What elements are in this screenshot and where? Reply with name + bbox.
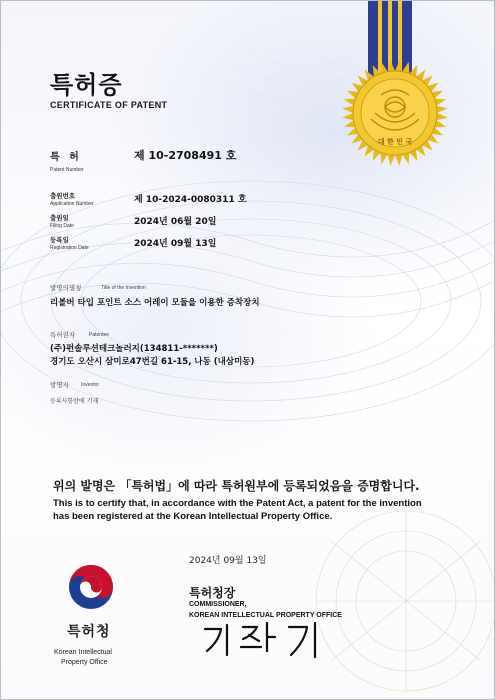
kipo-name-ko: 특허청: [67, 624, 111, 640]
patent-number-label: 특 허: [50, 152, 82, 163]
commissioner-signature-icon: [197, 617, 327, 661]
declaration-en-line1: This is to certify that, in accordance with the Patent Act, a patent for the invention: [53, 498, 422, 509]
application-number-label: 출원번호: [50, 192, 76, 200]
patent-number-value: 제 10-2708491 호: [134, 149, 237, 162]
commissioner-title-ko: 특허청장: [189, 586, 236, 600]
filing-date-value: 2024년 06월 20일: [134, 217, 217, 227]
kipo-taegeuk-logo-icon: [63, 559, 119, 615]
patentee-name: (주)펀솔루션테크놀러지(134811-*******): [50, 344, 218, 354]
declaration-ko: 위의 발명은 「특허법」에 따라 특허원부에 등록되었음을 증명합니다.: [53, 479, 420, 493]
seal-text: 대 한 민 국: [377, 138, 413, 146]
patentee-label: 특허권자: [50, 331, 76, 339]
invention-title-label-en: Title of the Invention: [101, 285, 146, 291]
registration-date-label: 등록일: [50, 236, 69, 244]
declaration-en-line2: has been registered at the Korean Intellectual Property Office.: [53, 511, 333, 522]
filing-date-label: 출원일: [50, 214, 69, 222]
inventor-label-en: Inventor: [81, 382, 100, 388]
inventor-label: 발명자: [50, 381, 69, 389]
application-number-label-en: Application Number: [50, 201, 94, 207]
patent-number-label-en: Patent Number: [50, 167, 84, 173]
patentee-label-en: Patentee: [89, 332, 110, 338]
invention-title-value: 리볼버 타입 포인트 소스 어레이 모듈을 이용한 증착장치: [50, 298, 260, 308]
inventor-value: 등록사항란에 기재: [50, 398, 99, 405]
registration-date-label-en: Registration Date: [50, 245, 89, 251]
commissioner-title-en-line1: COMMISSIONER,: [189, 601, 247, 608]
commissioner-title-en-line2: KOREAN INTELLECTUAL PROPERTY OFFICE: [189, 612, 342, 619]
certificate-title-en: CERTIFICATE OF PATENT: [50, 100, 168, 110]
registration-date-value: 2024년 09월 13일: [134, 239, 217, 249]
filing-date-label-en: Filing Date: [50, 223, 74, 229]
issue-date: 2024년 09월 13일: [189, 556, 267, 566]
gold-seal-icon: [341, 59, 449, 167]
invention-title-label: 발명의명칭: [50, 284, 82, 292]
certificate-title: 특허증: [50, 71, 123, 99]
patentee-address: 경기도 오산시 삼미로47번길 61-15, 나동 (내삼미동): [50, 357, 255, 367]
application-number-value: 제 10-2024-0080311 호: [134, 195, 247, 205]
kipo-name-en-line2: Property Office: [61, 659, 108, 666]
kipo-name-en-line1: Korean Intellectual: [54, 649, 112, 656]
